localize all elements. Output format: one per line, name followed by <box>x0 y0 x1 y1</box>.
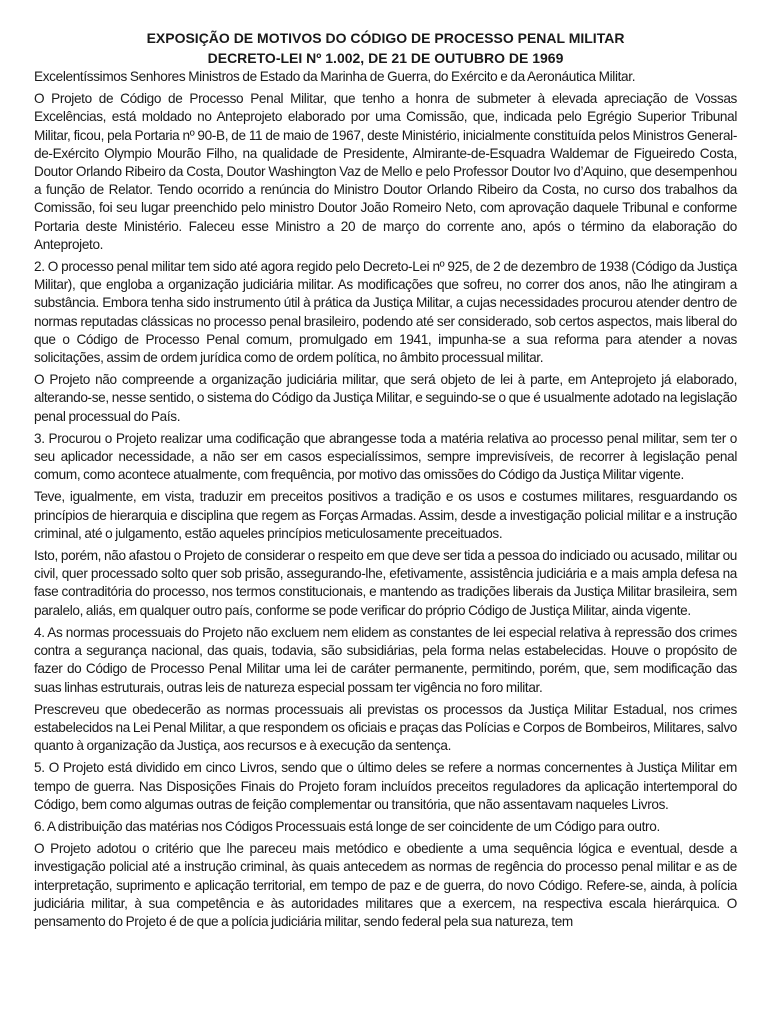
paragraph-11 <box>34 840 737 931</box>
paragraph-text: 6. A distribuição das matérias nos Códigos Processuais está longe de ser coincidente de um Código para outro. <box>34 818 660 834</box>
paragraph-4 <box>34 430 737 485</box>
paragraph-text: O Projeto não compreende a organização judiciária militar, que será objeto de lei à parte, em Anteprojeto já elaborado, alterando-se, nesse sentido, o sistema do Código da Justiça Militar, e seguindo-se o que é usualmente adotado na legislação penal processual do País. <box>34 372 737 424</box>
paragraph-text: 4. As normas processuais do Projeto não excluem nem elidem as constantes de lei especial relativa à repressão dos crimes contra a segurança nacional, das quais, todavia, são subsidiárias, pela forma nelas estabelecidas. Houve o propósito de fazer do Código de Processo Penal Militar uma lei de caráter permanente, permitindo, porém, que, sem modificação das suas linhas estruturais, outras leis de natureza especial possam ter vigência no foro militar. <box>34 624 737 695</box>
paragraph-salutation <box>34 68 737 86</box>
paragraph-text: O Projeto de Código de Processo Penal Militar, que tenho a honra de submeter à elevada apreciação de Vossas Excelências, está moldado no Anteprojeto elaborado por uma Comissão, que, indicada pelo Egrégio Superior Tribunal Militar, ficou, pela Portaria nº 90-B, de 11 de maio de 1967, deste Ministério, inicialmente constituída pelos Ministros General-de-Exército Olympio Mourão Filho, na qualidade de Presidente, Almirante-de-Esquadra Waldemar de Figueiredo Costa, Doutor Orlando Ribeiro da Costa, Doutor Washington Vaz de Mello e pelo Professor Doutor Ivo d’Aquino, que desempenhou a função de Relator. Tendo ocorrido a renúncia do Ministro Doutor Orlando Ribeiro da Costa, no curso dos trabalhos da Comissão, foi seu lugar preenchido pelo ministro Doutor João Romeiro Neto, com aprovação daquele Tribunal e conforme Portaria deste Ministério. Faleceu esse Ministro a 20 de março do corrente ano, após o término da elaboração do Anteprojeto. <box>34 91 737 252</box>
paragraph-text: O Projeto adotou o critério que lhe pareceu mais metódico e obediente a uma sequência lógica e eventual, desde a investigação policial até a instrução criminal, às quais antecedem as normas de regência do processo penal militar e as de interpretação, suprimento e aplicação territorial, em tempo de paz e de guerra, do novo Código. Refere-se, ainda, à polícia judiciária militar, à sua competência e às autoridades militares que a exercem, na respectiva escala hierárquica. O pensamento do Projeto é de que a polícia judiciária militar, sendo federal pela sua natureza, tem <box>34 841 737 929</box>
paragraph-text: Excelentíssimos Senhores Ministros de Estado da Marinha de Guerra, do Exército e da Aeronáutica Militar. <box>34 69 636 84</box>
document-page <box>34 28 737 1024</box>
paragraph-text: Isto, porém, não afastou o Projeto de considerar o respeito em que deve ser tida a pessoa do indiciado ou acusado, militar ou civil, quer processado solto quer sob prisão, assegurando-lhe, efetivamente, assistência judiciária e a mais ampla defesa na fase contraditória do processo, nos termos constitucionais, e mantendo as tradições liberais da Justiça Militar brasileira, sem paralelo, aliás, em qualquer outro país, conforme se pode verificar do próprio Código de Justiça Militar, ainda vigente. <box>34 548 737 618</box>
document-body <box>34 68 737 931</box>
paragraph-2 <box>34 258 737 367</box>
paragraph-6 <box>34 547 737 620</box>
paragraph-text: Teve, igualmente, em vista, traduzir em preceitos positivos a tradição e os usos e costumes militares, resguardando os princípios de hierarquia e disciplina que regem as Forças Armadas. Assim, desde a investigação policial militar e a instrução criminal, até o julgamento, estão aqueles princípios meticulosamente preceituados. <box>34 489 737 541</box>
document-subtitle: DECRETO-LEI Nº 1.002, DE 21 DE OUTUBRO DE 1969 <box>207 50 564 66</box>
paragraph-text: 2. O processo penal militar tem sido até agora regido pelo Decreto-Lei nº 925, de 2 de dezembro de 1938 (Código da Justiça Militar), que engloba a organização judiciária militar. As modificações que sofreu, no correr dos anos, não lhe atingiram a substância. Embora tenha sido instrumento útil à prática da Justiça Militar, a cujas necessidades procurou atender dentro de normas reputadas clássicas no processo penal brasileiro, podendo até ser considerado, sob certos aspectos, mais liberal do que o Código de Processo Penal comum, promulgado em 1941, impunha-se a sua reforma para atender a novas solicitações, assim de ordem jurídica como de ordem política, no âmbito processual militar. <box>34 259 737 366</box>
paragraph-10 <box>34 818 737 836</box>
paragraph-9 <box>34 759 737 814</box>
paragraph-3 <box>34 371 737 426</box>
paragraph-text: 3. Procurou o Projeto realizar uma codificação que abrangesse toda a matéria relativa ao processo penal militar, sem ter o seu aplicador necessidade, a não ser em casos especialíssimos, sempre imprevisíveis, de recorrer à legislação penal comum, como acontece atualmente, com frequência, por motivo das omissões do Código da Justiça Militar vigente. <box>34 430 737 483</box>
paragraph-text: Prescreveu que obedecerão as normas processuais ali previstas os processos da Justiça Militar Estadual, nos crimes estabelecidos na Lei Penal Militar, a que respondem os oficiais e praças das Polícias e Corpos de Bombeiros, Militares, salvo quanto à organização da Justiça, aos recursos e à execução da sentença. <box>34 701 737 754</box>
paragraph-1 <box>34 90 737 254</box>
document-title: EXPOSIÇÃO DE MOTIVOS DO CÓDIGO DE PROCESSO PENAL MILITAR <box>146 30 625 46</box>
paragraph-5 <box>34 488 737 543</box>
paragraph-8 <box>34 701 737 756</box>
paragraph-text: 5. O Projeto está dividido em cinco Livros, sendo que o último deles se refere a normas concernentes à Justiça Militar em tempo de guerra. Nas Disposições Finais do Projeto foram incluídos preceitos reguladores da aplicação intertemporal do Código, bem como algumas outras de feição complementar ou transitória, que não assentavam naqueles Livros. <box>34 760 737 812</box>
paragraph-7 <box>34 624 737 697</box>
